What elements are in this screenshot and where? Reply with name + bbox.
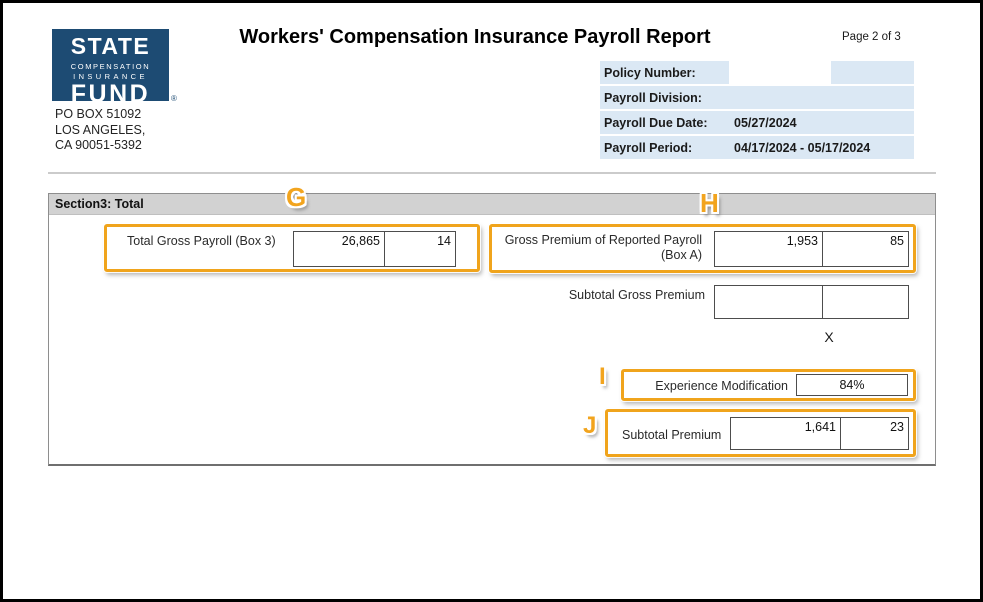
company-address [55, 107, 145, 154]
subtotal-gross-premium-amount [714, 285, 909, 319]
payroll-due-date-row [600, 111, 914, 134]
gross-premium-amount [714, 231, 909, 267]
subtotal-premium-cents: 23 [890, 420, 904, 434]
payroll-due-date-label: Payroll Due Date: [604, 115, 708, 130]
subtotal-premium-dollars: 1,641 [731, 418, 841, 449]
address-line: CA 90051-5392 [55, 138, 142, 152]
payroll-period-row [600, 136, 914, 159]
callout-letter-h: H [700, 188, 719, 218]
section3-header: Section3: Total [49, 194, 935, 215]
payroll-period-value: 04/17/2024 - 05/17/2024 [734, 140, 871, 155]
total-gross-payroll-dollars: 26,865 [294, 232, 385, 266]
policy-number-row [600, 61, 914, 84]
payroll-division-label: Payroll Division: [604, 90, 702, 105]
experience-modification-value: 84% [796, 374, 908, 396]
total-gross-payroll-label: Total Gross Payroll (Box 3) [127, 234, 276, 248]
page-title: Workers' Compensation Insurance Payroll Report [239, 26, 711, 48]
subtotal-gross-premium-cents [823, 286, 908, 318]
callout-letter-i: I [599, 363, 606, 390]
gross-premium-label [490, 233, 702, 263]
header-divider [48, 172, 936, 174]
subtotal-premium-amount [730, 417, 909, 450]
experience-modification-label: Experience Modification [655, 379, 788, 393]
scif-logo [52, 29, 169, 101]
logo-word-fund: FUND [70, 80, 151, 101]
logo-word-state: STATE [70, 33, 151, 59]
subtotal-gross-premium-label: Subtotal Gross Premium [568, 288, 705, 302]
gross-premium-cents: 85 [890, 234, 904, 248]
total-gross-payroll-cents: 14 [437, 234, 451, 248]
gross-premium-dollars: 1,953 [715, 232, 823, 266]
payroll-division-row [600, 86, 914, 109]
page-indicator: Page 2 of 3 [842, 31, 901, 43]
address-line: PO BOX 51092 [55, 107, 142, 121]
address-line: LOS ANGELES, [55, 122, 146, 137]
policy-info-table [600, 61, 914, 161]
payroll-due-date-value: 05/27/2024 [734, 115, 797, 130]
gross-premium-label-line1: Gross Premium of Reported Payroll [504, 233, 702, 247]
callout-letter-g: G [286, 182, 307, 212]
subtotal-gross-premium-dollars [715, 286, 823, 318]
payroll-period-label: Payroll Period: [604, 140, 693, 155]
total-gross-payroll-amount [293, 231, 456, 267]
subtotal-premium-label: Subtotal Premium [622, 428, 722, 442]
logo-word-compensation: COMPENSATION [70, 62, 151, 71]
policy-number-redaction [729, 61, 831, 84]
policy-number-label: Policy Number: [604, 65, 696, 80]
gross-premium-label-line2: (Box A) [661, 248, 702, 262]
callout-letter-j: J [583, 412, 597, 439]
registered-trademark-icon: ® [171, 94, 177, 103]
multiply-symbol: X [824, 329, 834, 345]
logo-word-insurance: INSURANCE [73, 72, 148, 81]
